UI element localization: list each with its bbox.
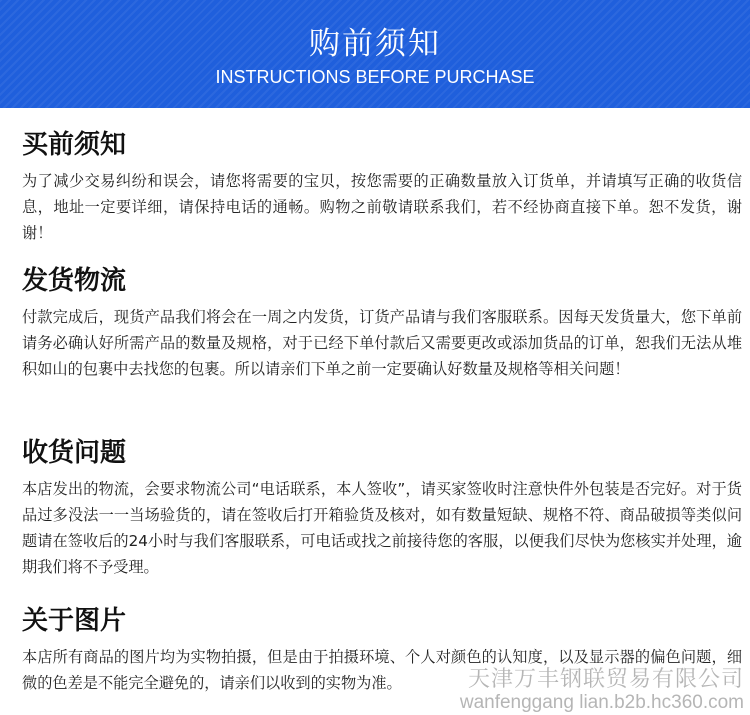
section-body: 本店发出的物流，会要求物流公司“电话联系，本人签收”，请买家签收时注意快件外包装是否完好。对于货品过多没法一一当场验货的，请在签收后打开箱验货及核对，如有数量短缺、规格不符、商品破损等类似问题请在签收后的24小时与我们客服联系，可电话或找之前接待您的客服，以便我们尽快为您核实并处理，逾期我们将不予受理。	[22, 480, 742, 576]
watermark-url: wanfenggang lian.b2b.hc360.com	[459, 692, 744, 713]
section-title: 关于图片	[22, 606, 127, 636]
section-body: 付款完成后，现货产品我们将会在一周之内发货，订货产品请与我们客服联系。因每天发货量大，您下单前请务必确认好所需产品的数量及规格，对于已经下单付款后又需要更改或添加货品的订单，恕我们无法从堆积如山的包裹中去找您的包裹。所以请亲们下单之前一定要确认好数量及规格等相关问题！	[22, 308, 742, 378]
section-about-images	[22, 604, 742, 696]
watermark-company: 天津万丰钢联贸易有限公司	[467, 667, 744, 692]
section-title: 买前须知	[22, 130, 127, 160]
banner-subtitle: INSTRUCTIONS BEFORE PURCHASE	[215, 67, 535, 87]
section-shipping-logistics	[22, 264, 742, 382]
section-body: 为了减少交易纠纷和误会，请您将需要的宝贝，按您需要的正确数量放入订货单，并请填写正确的收货信息，地址一定要详细，请保持电话的通畅。购物之前敬请联系我们，若不经协商直接下单。恕不发货，谢谢！	[22, 172, 742, 242]
section-title: 发货物流	[22, 266, 127, 296]
section-receiving-issues	[22, 436, 742, 580]
section-body: 本店所有商品的图片均为实物拍摄，但是由于拍摄环境、个人对颜色的认知度，以及显示器的偏色问题，细微的色差是不能完全避免的，请亲们以收到的实物为准。	[22, 648, 742, 692]
banner-title: 购前须知	[309, 26, 441, 62]
section-before-purchase	[22, 128, 742, 246]
section-title: 收货问题	[22, 438, 127, 468]
header-banner	[0, 0, 750, 108]
